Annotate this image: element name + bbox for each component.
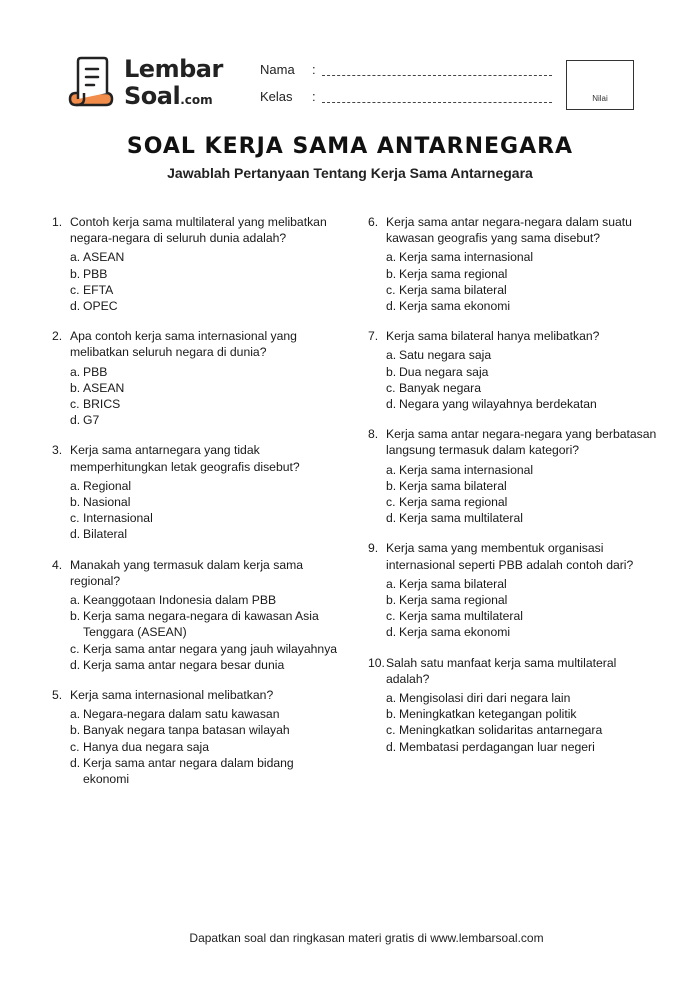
logo-line2 bbox=[124, 83, 223, 113]
option-letter: b. bbox=[386, 707, 397, 722]
page-subtitle: Jawablah Pertanyaan Tentang Kerja Sama Antarnegara bbox=[167, 165, 533, 181]
answer-option[interactable] bbox=[70, 592, 342, 608]
question-text bbox=[368, 540, 658, 572]
answer-option[interactable] bbox=[386, 722, 658, 738]
option-text: Membatasi perdagangan luar negeri bbox=[399, 739, 595, 754]
option-text: Kerja sama regional bbox=[399, 495, 508, 510]
option-letter: d. bbox=[70, 755, 81, 770]
option-letter: c. bbox=[386, 723, 396, 738]
option-letter: a. bbox=[386, 576, 397, 591]
option-letter: c. bbox=[386, 495, 396, 510]
answer-options bbox=[368, 690, 658, 755]
option-text: Internasional bbox=[83, 511, 153, 526]
option-letter: c. bbox=[70, 739, 80, 754]
answer-option[interactable] bbox=[70, 412, 342, 428]
question-number: 4. bbox=[52, 557, 63, 572]
answer-option[interactable] bbox=[70, 266, 342, 282]
answer-option[interactable] bbox=[386, 282, 658, 298]
question-number: 6. bbox=[368, 215, 379, 229]
answer-option[interactable] bbox=[70, 298, 342, 314]
option-text: Negara yang wilayahnya berdekatan bbox=[399, 397, 597, 412]
option-text: Satu negara saja bbox=[399, 348, 492, 363]
question-number: 8. bbox=[368, 427, 379, 442]
option-text: Kerja sama multilateral bbox=[399, 609, 523, 624]
option-text: EFTA bbox=[83, 282, 114, 297]
question-2 bbox=[52, 328, 342, 428]
question-3 bbox=[52, 442, 342, 542]
question-prompt: Manakah yang termasuk dalam kerja sama regional? bbox=[70, 557, 304, 588]
question-prompt: Kerja sama bilateral hanya melibatkan? bbox=[386, 329, 600, 344]
option-letter: b. bbox=[386, 593, 397, 608]
question-number: 2. bbox=[52, 329, 63, 344]
answer-options bbox=[368, 462, 658, 527]
answer-option[interactable] bbox=[386, 347, 658, 363]
option-text: Keanggotaan Indonesia dalam PBB bbox=[83, 593, 277, 608]
answer-options bbox=[368, 347, 658, 412]
option-text: Kerja sama antar negara besar dunia bbox=[83, 657, 285, 672]
option-text: G7 bbox=[83, 413, 100, 428]
answer-option[interactable] bbox=[70, 526, 342, 542]
question-5 bbox=[52, 687, 342, 787]
kelas-field[interactable] bbox=[260, 89, 316, 104]
option-letter: a. bbox=[386, 348, 397, 363]
option-letter: b. bbox=[70, 609, 81, 624]
answer-option[interactable] bbox=[386, 364, 658, 380]
answer-option[interactable] bbox=[386, 690, 658, 706]
option-letter: c. bbox=[386, 282, 396, 297]
question-prompt: Kerja sama antar negara-negara dalam suatu kawasan geografis yang sama disebut? bbox=[386, 215, 632, 246]
option-letter: d. bbox=[70, 527, 81, 542]
option-text: Meningkatkan ketegangan politik bbox=[399, 707, 577, 722]
answer-options bbox=[52, 249, 342, 314]
question-number: 9. bbox=[368, 541, 379, 556]
question-number: 1. bbox=[52, 215, 63, 229]
option-letter: b. bbox=[386, 364, 397, 379]
answer-option[interactable] bbox=[386, 706, 658, 722]
answer-options bbox=[52, 364, 342, 429]
option-text: Kerja sama ekonomi bbox=[399, 299, 511, 314]
worksheet-logo-icon bbox=[64, 55, 118, 109]
question-text bbox=[52, 328, 342, 360]
answer-option[interactable] bbox=[386, 298, 658, 314]
option-letter: a. bbox=[70, 707, 81, 722]
answer-option[interactable] bbox=[70, 641, 342, 657]
answer-option[interactable] bbox=[386, 396, 658, 412]
option-text: Meningkatkan solidaritas antarnegara bbox=[399, 723, 603, 738]
option-text: Kerja sama multilateral bbox=[399, 511, 523, 526]
footer-note: Dapatkan soal dan ringkasan materi gratis di www.lembarsoal.com bbox=[189, 931, 544, 945]
option-text: Dua negara saja bbox=[399, 364, 489, 379]
page-title: SOAL KERJA SAMA ANTARNEGARA bbox=[126, 134, 574, 159]
answer-option[interactable] bbox=[70, 380, 342, 396]
question-prompt: Kerja sama antar negara-negara yang berbatasan langsung termasuk dalam kategori? bbox=[386, 427, 657, 458]
option-letter: a. bbox=[70, 250, 81, 265]
answer-options bbox=[52, 706, 342, 787]
question-number: 7. bbox=[368, 329, 379, 344]
answer-option[interactable] bbox=[386, 510, 658, 526]
option-text: Mengisolasi diri dari negara lain bbox=[399, 691, 571, 706]
option-text: Hanya dua negara saja bbox=[83, 739, 210, 754]
option-letter: b. bbox=[386, 478, 397, 493]
option-text: Kerja sama internasional bbox=[399, 462, 534, 477]
questions-column-left bbox=[52, 214, 342, 801]
option-letter: b. bbox=[70, 266, 81, 281]
option-text: OPEC bbox=[83, 299, 118, 314]
kelas-label: Kelas bbox=[260, 89, 293, 104]
option-text: Kerja sama bilateral bbox=[399, 478, 507, 493]
answer-option[interactable] bbox=[386, 739, 658, 755]
option-letter: d. bbox=[386, 511, 397, 526]
option-text: Kerja sama regional bbox=[399, 593, 508, 608]
option-letter: a. bbox=[70, 593, 81, 608]
option-text: Kerja sama bilateral bbox=[399, 576, 507, 591]
question-prompt: Kerja sama yang membentuk organisasi internasional seperti PBB adalah contoh dari? bbox=[386, 541, 634, 572]
option-text: Negara-negara dalam satu kawasan bbox=[83, 707, 280, 722]
answer-option[interactable] bbox=[386, 576, 658, 592]
answer-options bbox=[368, 249, 658, 314]
logo-wordmark bbox=[124, 55, 223, 113]
question-number: 3. bbox=[52, 443, 63, 458]
answer-option[interactable] bbox=[70, 706, 342, 722]
question-prompt: Kerja sama internasional melibatkan? bbox=[70, 688, 274, 703]
option-letter: c. bbox=[386, 380, 396, 395]
answer-option[interactable] bbox=[70, 722, 342, 738]
answer-option[interactable] bbox=[70, 510, 342, 526]
option-letter: b. bbox=[70, 495, 81, 510]
option-letter: c. bbox=[70, 511, 80, 526]
question-7 bbox=[368, 328, 658, 412]
question-6 bbox=[368, 214, 658, 314]
question-8 bbox=[368, 426, 658, 526]
answer-option[interactable] bbox=[386, 592, 658, 608]
option-letter: b. bbox=[386, 266, 397, 281]
question-9 bbox=[368, 540, 658, 640]
option-text: Kerja sama internasional bbox=[399, 250, 534, 265]
questions-column-right bbox=[368, 214, 658, 769]
nama-field[interactable] bbox=[260, 62, 316, 77]
option-letter: a. bbox=[386, 250, 397, 265]
option-letter: d. bbox=[70, 657, 81, 672]
answer-option[interactable] bbox=[386, 494, 658, 510]
question-4 bbox=[52, 557, 342, 673]
option-text: Nasional bbox=[83, 495, 131, 510]
option-letter: a. bbox=[386, 691, 397, 706]
answer-option[interactable] bbox=[386, 380, 658, 396]
option-letter: d. bbox=[386, 625, 397, 640]
option-letter: c. bbox=[386, 609, 396, 624]
option-letter: a. bbox=[70, 478, 81, 493]
option-letter: d. bbox=[70, 413, 81, 428]
nama-blank-line[interactable] bbox=[322, 70, 552, 76]
question-prompt: Salah satu manfaat kerja sama multilateral adalah? bbox=[386, 655, 617, 686]
option-letter: d. bbox=[386, 299, 397, 314]
option-text: Kerja sama ekonomi bbox=[399, 625, 511, 640]
question-number: 10. bbox=[368, 655, 385, 670]
question-10 bbox=[368, 655, 658, 755]
option-text: Kerja sama antar negara dalam bidang ekonomi bbox=[83, 755, 294, 787]
option-text: Banyak negara bbox=[399, 380, 481, 395]
question-text bbox=[368, 214, 658, 246]
answer-option[interactable] bbox=[386, 249, 658, 265]
answer-option[interactable] bbox=[386, 266, 658, 282]
nama-label: Nama bbox=[260, 62, 295, 77]
option-letter: a. bbox=[70, 364, 81, 379]
question-number: 5. bbox=[52, 688, 63, 703]
option-text: Kerja sama regional bbox=[399, 266, 508, 281]
question-prompt: Kerja sama antarnegara yang tidak memperhitungkan letak geografis disebut? bbox=[70, 443, 300, 474]
logo-line2-word: Soal bbox=[124, 82, 181, 110]
option-text: BRICS bbox=[83, 397, 121, 412]
logo-suffix: .com bbox=[180, 93, 213, 107]
question-text bbox=[52, 557, 342, 589]
option-letter: a. bbox=[386, 462, 397, 477]
option-letter: b. bbox=[70, 723, 81, 738]
answer-option[interactable] bbox=[70, 364, 342, 380]
answer-option[interactable] bbox=[70, 608, 342, 640]
question-prompt: Contoh kerja sama multilateral yang melibatkan negara-negara di seluruh dunia adalah? bbox=[70, 215, 327, 246]
option-text: ASEAN bbox=[83, 380, 125, 395]
option-text: PBB bbox=[83, 364, 108, 379]
nilai-box[interactable] bbox=[566, 60, 634, 110]
option-text: Kerja sama antar negara yang jauh wilayahnya bbox=[83, 641, 338, 656]
option-letter: c. bbox=[70, 282, 80, 297]
answer-option[interactable] bbox=[70, 657, 342, 673]
nilai-label: Nilai bbox=[592, 94, 608, 103]
option-text: ASEAN bbox=[83, 250, 125, 265]
answer-option[interactable] bbox=[386, 478, 658, 494]
question-text bbox=[52, 687, 342, 703]
answer-options bbox=[368, 576, 658, 641]
logo-line1: Lembar bbox=[124, 55, 223, 83]
option-text: PBB bbox=[83, 266, 108, 281]
nama-colon: : bbox=[312, 62, 316, 77]
answer-option[interactable] bbox=[386, 608, 658, 624]
question-prompt: Apa contoh kerja sama internasional yang melibatkan seluruh negara di dunia? bbox=[70, 329, 297, 360]
question-text bbox=[52, 442, 342, 474]
option-letter: c. bbox=[70, 641, 80, 656]
answer-option[interactable] bbox=[70, 755, 342, 787]
answer-option[interactable] bbox=[70, 396, 342, 412]
question-text bbox=[368, 426, 658, 458]
option-text: Banyak negara tanpa batasan wilayah bbox=[83, 723, 290, 738]
answer-options bbox=[52, 592, 342, 673]
question-text bbox=[368, 328, 658, 344]
option-text: Bilateral bbox=[83, 527, 128, 542]
option-text: Kerja sama negara-negara di kawasan Asia Tenggara (ASEAN) bbox=[83, 609, 319, 640]
question-1 bbox=[52, 214, 342, 314]
logo bbox=[64, 55, 224, 115]
option-letter: b. bbox=[70, 380, 81, 395]
answer-option[interactable] bbox=[386, 624, 658, 640]
answer-options bbox=[52, 478, 342, 543]
option-text: Regional bbox=[83, 478, 132, 493]
option-letter: d. bbox=[386, 397, 397, 412]
option-letter: c. bbox=[70, 397, 80, 412]
answer-option[interactable] bbox=[70, 494, 342, 510]
question-text bbox=[52, 214, 342, 246]
kelas-colon: : bbox=[312, 89, 316, 104]
answer-option[interactable] bbox=[70, 478, 342, 494]
option-text: Kerja sama bilateral bbox=[399, 282, 507, 297]
answer-option[interactable] bbox=[70, 282, 342, 298]
answer-option[interactable] bbox=[70, 249, 342, 265]
answer-option[interactable] bbox=[386, 462, 658, 478]
option-letter: d. bbox=[70, 299, 81, 314]
question-text bbox=[368, 655, 658, 687]
answer-option[interactable] bbox=[70, 739, 342, 755]
option-letter: d. bbox=[386, 739, 397, 754]
kelas-blank-line[interactable] bbox=[322, 97, 552, 103]
